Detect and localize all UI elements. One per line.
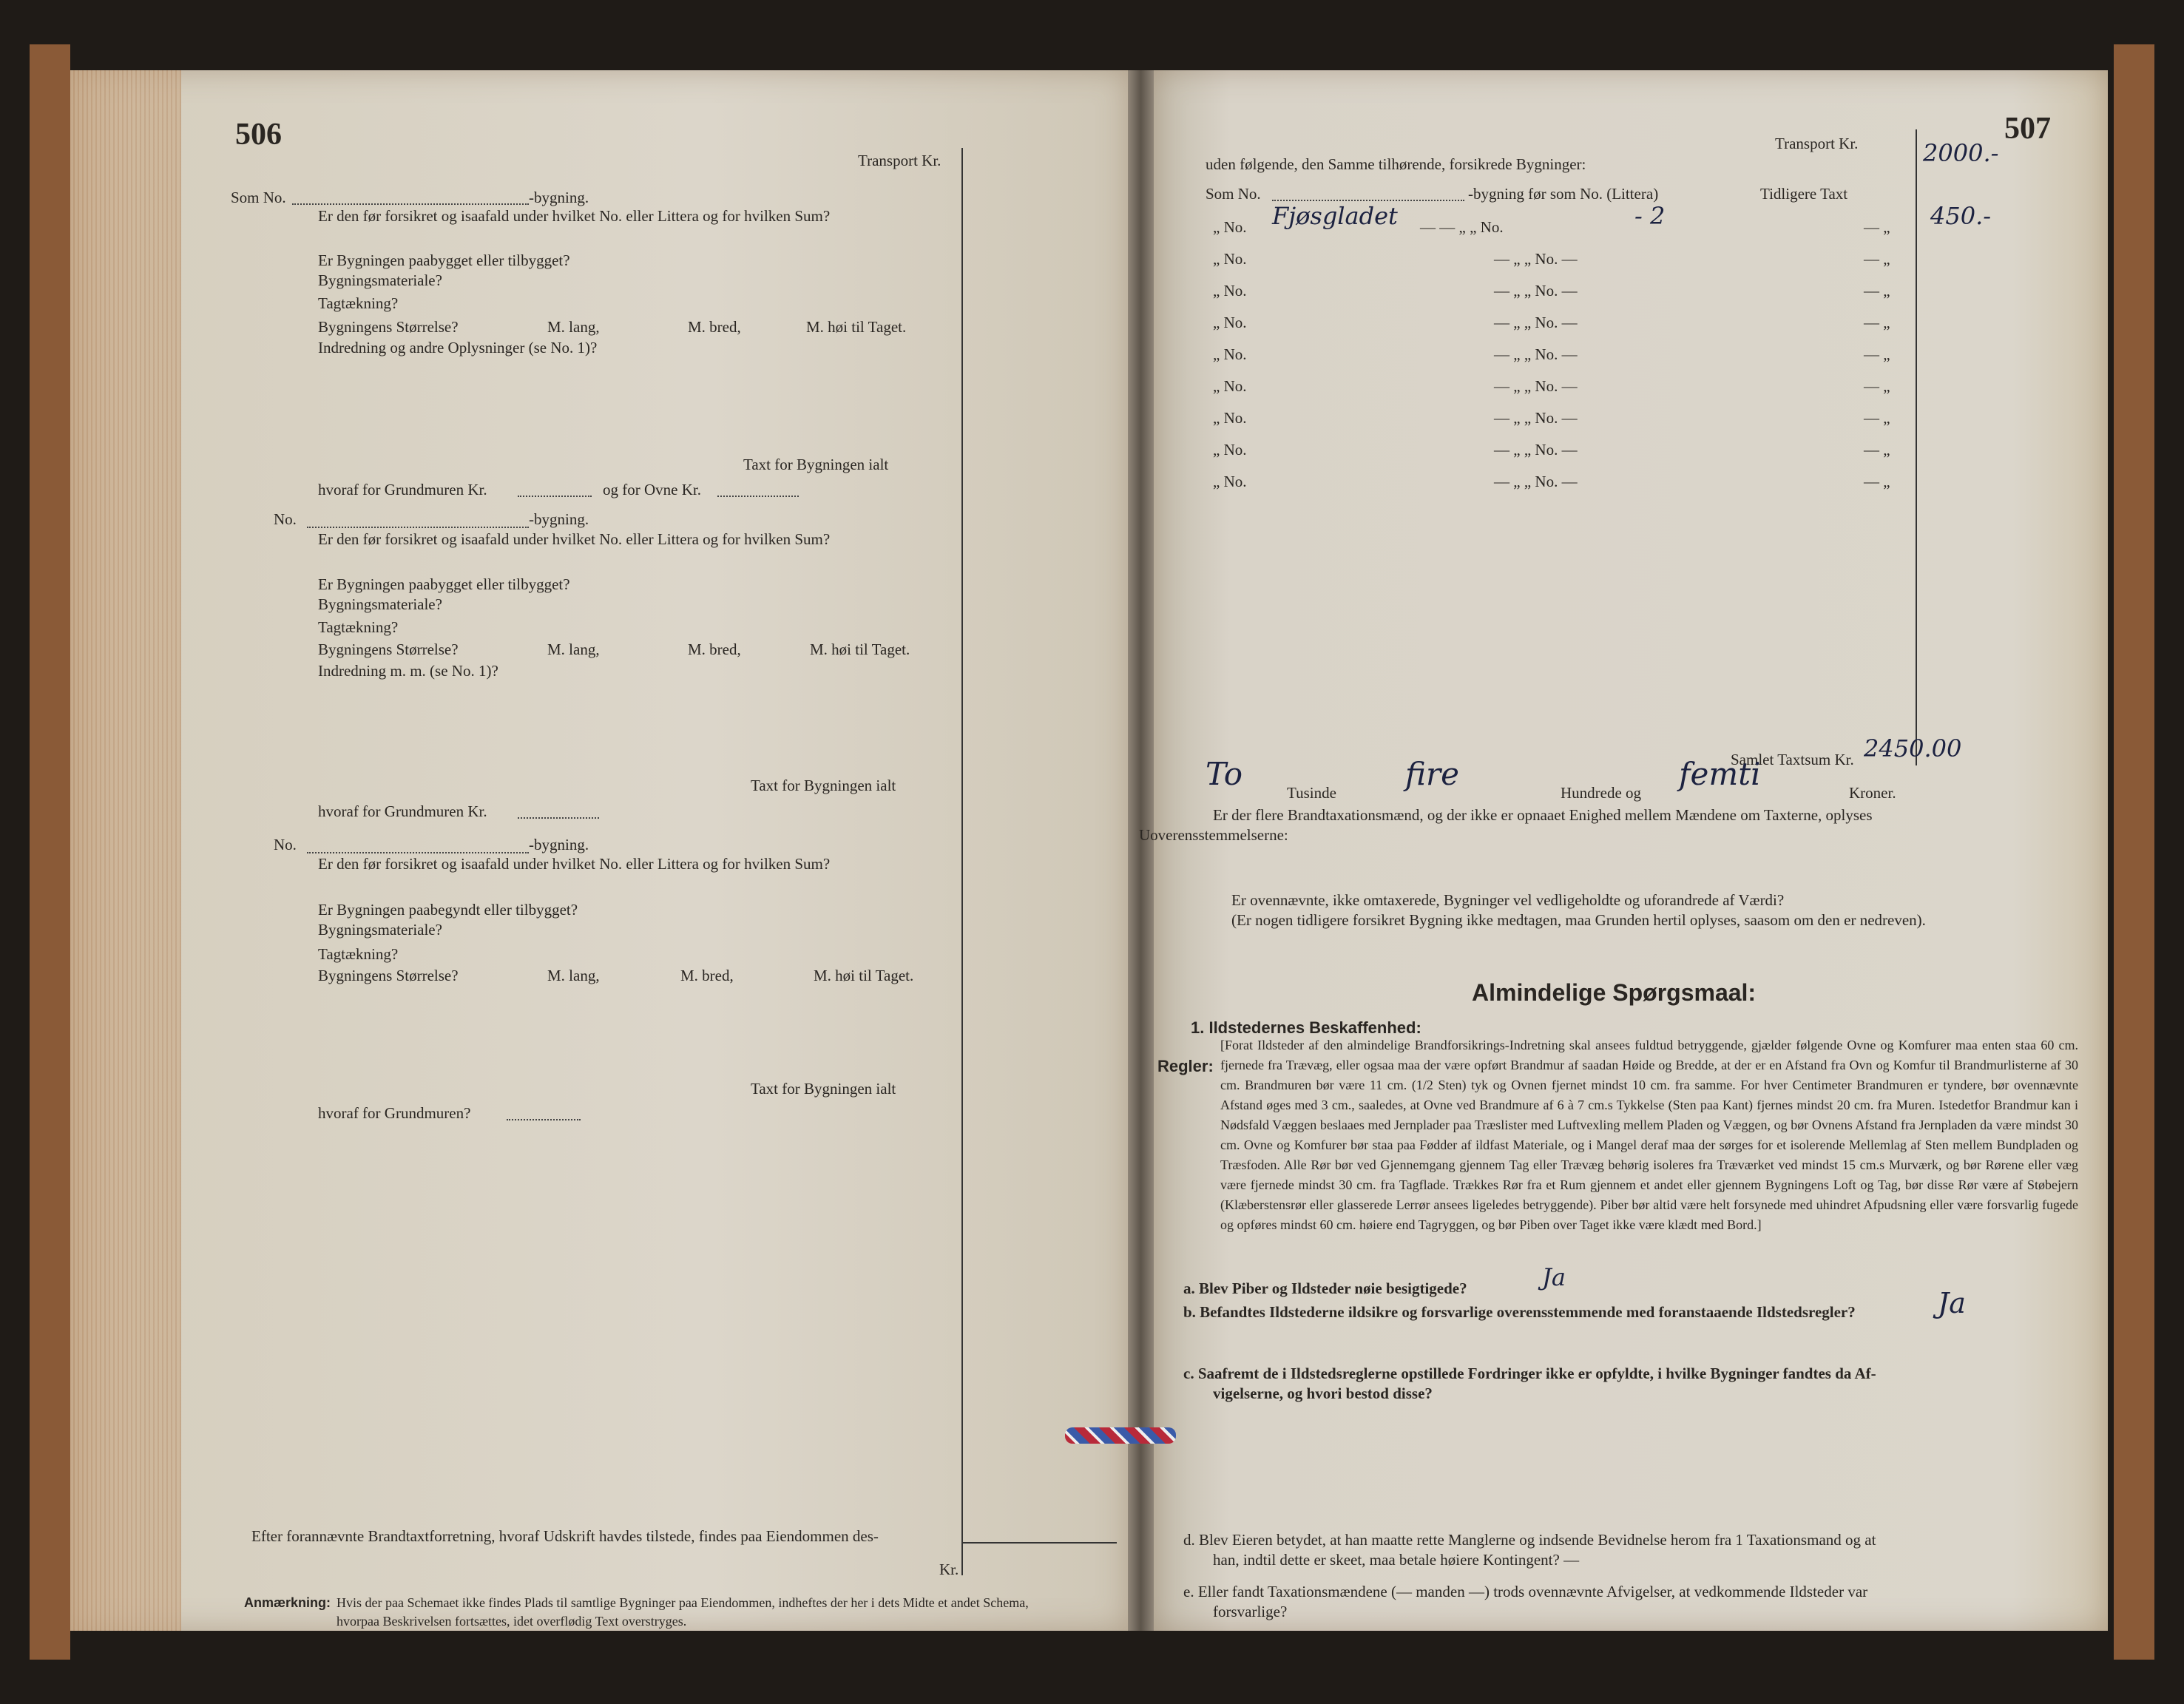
hw-femti: femti bbox=[1679, 756, 1761, 792]
block3-bred: M. bred, bbox=[680, 967, 734, 984]
row-1-dashes: — — „ „ No. bbox=[1420, 218, 1504, 236]
block2-hoi: M. høi til Taget. bbox=[810, 640, 910, 658]
block1-q-paabygget: Er Bygningen paabygget eller tilbygget? bbox=[318, 251, 570, 269]
empty-row-dash-end: — „ bbox=[1864, 345, 1890, 363]
block2-lang: M. lang, bbox=[547, 640, 600, 658]
block3-grundmur-field bbox=[507, 1119, 581, 1120]
right-page-number: 507 bbox=[2004, 112, 2051, 146]
right-som-no: Som No. bbox=[1206, 185, 1261, 203]
right-transport-label: Transport Kr. bbox=[1775, 135, 1859, 152]
block1-ovne: og for Ovne Kr. bbox=[603, 481, 701, 498]
row-1-no: „ No. bbox=[1213, 218, 1247, 236]
empty-row-dash-end: — „ bbox=[1864, 409, 1890, 427]
block1-taxt-ialt: Taxt for Bygningen ialt bbox=[743, 456, 889, 473]
block1-indredning: Indredning og andre Oplysninger (se No. 1)? bbox=[318, 339, 598, 356]
empty-row-old-no: — „ „ No. — bbox=[1494, 377, 1578, 395]
block1-hvoraf: hvoraf for Grundmuren Kr. bbox=[318, 481, 487, 498]
right-amount-column-line bbox=[1916, 129, 1917, 765]
empty-row-no: „ No. bbox=[1213, 314, 1247, 331]
efter-text: Efter forannævnte Brandtaxtforretning, hvoraf Udskrift havdes tilstede, findes paa Eiendommen des- bbox=[251, 1527, 879, 1545]
block1-storrelse: Bygningens Størrelse? bbox=[318, 318, 459, 336]
block1-som-no: Som No. bbox=[231, 189, 286, 206]
uoverens-label: Uoverensstemmelserne: bbox=[1139, 826, 1288, 844]
tidligere-note: (Er nogen tidligere forsikret Bygning ikke medtagen, maa Grunden hertil oplyses, saasom om den er nedreven). bbox=[1231, 911, 1926, 929]
vedlige-question: Er ovennævnte, ikke omtaxerede, Bygninger vel vedligeholdte og uforandrede af Værdi? bbox=[1231, 891, 1785, 909]
right-som-no-field bbox=[1272, 200, 1464, 201]
empty-row-dash-end: — „ bbox=[1864, 282, 1890, 300]
empty-row-no: „ No. bbox=[1213, 409, 1247, 427]
block2-hvoraf: hvoraf for Grundmuren Kr. bbox=[318, 802, 487, 820]
block1-grundmur-field bbox=[518, 496, 592, 497]
question-b: b. Befandtes Ildstederne ildsikre og forsvarlige overensstemmende med foranstaaende Ildstedsregler? bbox=[1183, 1303, 1856, 1321]
question-d-1: d. Blev Eieren betydet, at han maatte rette Manglerne og indsende Bevidnelse herom fra 1 Taxationsmand og at bbox=[1183, 1531, 1876, 1549]
ildsted-heading: 1. Ildstedernes Beskaffenhed: bbox=[1191, 1018, 1421, 1037]
question-c-2: vigelserne, og hvori bestod disse? bbox=[1213, 1384, 1433, 1402]
empty-row-dash-end: — „ bbox=[1864, 250, 1890, 268]
question-a: a. Blev Piber og Ildsteder nøie besigtigede? bbox=[1183, 1279, 1467, 1297]
row-1-old-no: - 2 bbox=[1634, 202, 1666, 230]
row-1-name: Fjøsgladet bbox=[1272, 202, 1398, 230]
empty-row-dash-end: — „ bbox=[1864, 473, 1890, 490]
empty-row-old-no: — „ „ No. — bbox=[1494, 441, 1578, 459]
left-transport-label: Transport Kr. bbox=[858, 152, 941, 169]
block3-q-materiale: Bygningsmateriale? bbox=[318, 921, 442, 939]
flere-text: Er der flere Brandtaxationsmænd, og der ikke er opnaaet Enighed mellem Mændene om Taxterne, oplyses bbox=[1213, 806, 1873, 824]
anmaerkning-text-2: hvorpaa Beskrivelsen fortsættes, idet overflødig Text overstryges. bbox=[337, 1614, 687, 1629]
block1-no-field bbox=[292, 203, 529, 205]
anmaerkning-text-1: Hvis der paa Schemaet ikke findes Plads til samtlige Bygninger paa Eiendommen, indheftes der her i dets Midte et andet Schema, bbox=[337, 1595, 1029, 1610]
block3-storrelse: Bygningens Størrelse? bbox=[318, 967, 459, 984]
block2-q-paabygget: Er Bygningen paabygget eller tilbygget? bbox=[318, 575, 570, 593]
empty-row-old-no: — „ „ No. — bbox=[1494, 409, 1578, 427]
book-gutter bbox=[1128, 70, 1154, 1631]
block1-q-materiale: Bygningsmateriale? bbox=[318, 271, 442, 289]
block1-q-tagtaekning: Tagtækning? bbox=[318, 294, 399, 312]
block3-q-forsikret: Er den før forsikret og isaafald under hvilket No. eller Littera og for hvilken Sum? bbox=[318, 855, 831, 873]
block2-storrelse: Bygningens Størrelse? bbox=[318, 640, 459, 658]
block1-ovne-field bbox=[717, 496, 799, 497]
right-tidligere-taxt: Tidligere Taxt bbox=[1760, 185, 1848, 203]
block2-q-tagtaekning: Tagtækning? bbox=[318, 618, 399, 636]
right-cover-edge bbox=[2114, 44, 2154, 1660]
almindelige-heading: Almindelige Spørgsmaal: bbox=[1472, 979, 1757, 1006]
anmaerkning-label: Anmærkning: bbox=[244, 1595, 331, 1610]
left-amount-column-line bbox=[961, 148, 963, 1575]
empty-row-dash-end: — „ bbox=[1864, 377, 1890, 395]
block2-bygning: -bygning. bbox=[529, 510, 589, 528]
block3-bygning: -bygning. bbox=[529, 836, 589, 853]
empty-row-dash-end: — „ bbox=[1864, 314, 1890, 331]
row-1-value: 450.- bbox=[1930, 202, 1992, 230]
empty-row-old-no: — „ „ No. — bbox=[1494, 282, 1578, 300]
block3-q-paabegyndt: Er Bygningen paabegyndt eller tilbygget? bbox=[318, 901, 578, 919]
block2-q-forsikret: Er den før forsikret og isaafald under hvilket No. eller Littera og for hvilken Sum? bbox=[318, 530, 831, 548]
empty-row-no: „ No. bbox=[1213, 282, 1247, 300]
block1-hoi: M. høi til Taget. bbox=[806, 318, 907, 336]
block2-bred: M. bred, bbox=[688, 640, 741, 658]
block2-indredning: Indredning m. m. (se No. 1)? bbox=[318, 662, 498, 680]
left-page bbox=[70, 70, 1128, 1631]
empty-row-no: „ No. bbox=[1213, 377, 1247, 395]
block2-no: No. bbox=[274, 510, 297, 528]
empty-row-no: „ No. bbox=[1213, 441, 1247, 459]
block2-grundmur-field bbox=[518, 817, 599, 819]
empty-row-old-no: — „ „ No. — bbox=[1494, 314, 1578, 331]
left-page-number: 506 bbox=[235, 118, 282, 152]
samlet-taxtsum-value: 2450.00 bbox=[1864, 734, 1962, 763]
kroner-label: Kroner. bbox=[1849, 784, 1896, 802]
empty-row-no: „ No. bbox=[1213, 473, 1247, 490]
samlet-taxtsum-label: Samlet Taxtsum Kr. bbox=[1731, 751, 1854, 768]
left-kr-label: Kr. bbox=[939, 1561, 959, 1578]
ildsted-rules-text: [Forat Ildsteder af den almindelige Brandforsikrings-Indretning skal ansees fuldtud betryggende, gjælder følgende Ovne og Komfurer maa enten staa 60 cm. fjernede fra Trævæg, eller ogsaa maa der være opført Brandmur af saadan Høide og Bredde, at der er en Afstand fra Ovn og Komfur til Brandmurlisterne af 30 cm. Brandmuren bør være 11 cm. (1/2 Sten) tyk og Ovnen fjernet mindst 10 cm. fra samme. For hver Centimeter Brandmuren er tyndere, bør ovennævnte Afstand øges med 3 cm., saaledes, at Ovne ved Brandmure af 6 à 7 cm.s Tykkelse (Sten paa Kant) fjernes mindst 20 cm. fra Muren. Istedetfor Brandmur kan i Nødsfald Væggen beslaaes med Jernplader paa Træslister med Luftvexling mellem Pladen og Væggen, og bør Ovnens Afstand fra Jernpladen da være mindst 30 cm. Ovne og Komfurer bør staa paa Fødder af ildfast Materiale, og i Mangel deraf maa der sørges for et isolerende Mellemlag af Sten mellem Bundpladen og Træsfoden. Alle Rør bør ved Gjennemgang gjennem Tag eller Trævæg behørig isoleres fra Træværket ved mindst 15 cm.s Murværk, og bør Rørene eller væg være fjernede mindst 30 cm. fra Tagflade. Trækkes Rør fra et Rum gjennem et andet eller gjennem Bygningens Loft og Tag, bør disse Rør være af Støbejern (Klæberstensrør eller glasserede Lerrør ansees ligeledes betryggende). Piber bør altid være helt forsynede med uhindret Afpudsning eller være forsvarlig fugede og opføres mindst 60 cm. høiere end Tagryggen, og bør Piben over Taget ikke være klædt med Bord.] bbox=[1220, 1038, 2078, 1232]
hw-fire: fire bbox=[1405, 756, 1459, 792]
page-edge-stripes bbox=[70, 70, 181, 1631]
question-e-2: forsvarlige? bbox=[1213, 1603, 1288, 1620]
empty-row-old-no: — „ „ No. — bbox=[1494, 473, 1578, 490]
block3-q-tagtaekning: Tagtækning? bbox=[318, 945, 399, 963]
answer-b: Ja bbox=[1938, 1287, 1966, 1319]
block2-no-field bbox=[307, 527, 529, 528]
block2-taxt-ialt: Taxt for Bygningen ialt bbox=[751, 777, 896, 794]
empty-row-dash-end: — „ bbox=[1864, 441, 1890, 459]
row-1-dash-end: — „ bbox=[1864, 218, 1890, 236]
block1-bygning: -bygning. bbox=[529, 189, 589, 206]
right-bygning-for: -bygning før som No. (Littera) bbox=[1468, 185, 1659, 203]
answer-a: Ja bbox=[1542, 1263, 1566, 1291]
left-kr-line bbox=[961, 1542, 1117, 1544]
tusinde-label: Tusinde bbox=[1287, 784, 1336, 802]
hundrede-label: Hundrede og bbox=[1561, 784, 1642, 802]
block1-bred: M. bred, bbox=[688, 318, 741, 336]
block3-hoi: M. høi til Taget. bbox=[814, 967, 914, 984]
left-cover-edge bbox=[30, 44, 70, 1660]
block3-lang: M. lang, bbox=[547, 967, 600, 984]
empty-row-no: „ No. bbox=[1213, 250, 1247, 268]
empty-row-old-no: — „ „ No. — bbox=[1494, 345, 1578, 363]
regler-label: Regler: bbox=[1157, 1057, 1214, 1075]
block1-q-forsikret: Er den før forsikret og isaafald under hvilket No. eller Littera og for hvilken Sum? bbox=[318, 207, 831, 225]
bookmark-ribbon bbox=[1065, 1427, 1176, 1444]
empty-row-old-no: — „ „ No. — bbox=[1494, 250, 1578, 268]
block3-hvoraf: hvoraf for Grundmuren? bbox=[318, 1104, 471, 1122]
empty-row-no: „ No. bbox=[1213, 345, 1247, 363]
question-e-1: e. Eller fandt Taxationsmændene (— manden —) trods ovennævnte Afvigelser, at vedkommende Ildsteder var bbox=[1183, 1583, 1868, 1600]
block1-lang: M. lang, bbox=[547, 318, 600, 336]
right-transport-value: 2000.- bbox=[1923, 139, 1999, 167]
right-intro: uden følgende, den Samme tilhørende, forsikrede Bygninger: bbox=[1206, 155, 1586, 173]
hw-to: To bbox=[1206, 756, 1243, 792]
block3-no-field bbox=[307, 852, 529, 853]
block2-q-materiale: Bygningsmateriale? bbox=[318, 595, 442, 613]
question-d-2: han, indtil dette er skeet, maa betale høiere Kontingent? — bbox=[1213, 1551, 1580, 1569]
block3-no: No. bbox=[274, 836, 297, 853]
block3-taxt-ialt: Taxt for Bygningen ialt bbox=[751, 1080, 896, 1098]
question-c-1: c. Saafremt de i Ildstedsreglerne opstillede Fordringer ikke er opfyldte, i hvilke Bygninger fandtes da Af- bbox=[1183, 1365, 1876, 1382]
